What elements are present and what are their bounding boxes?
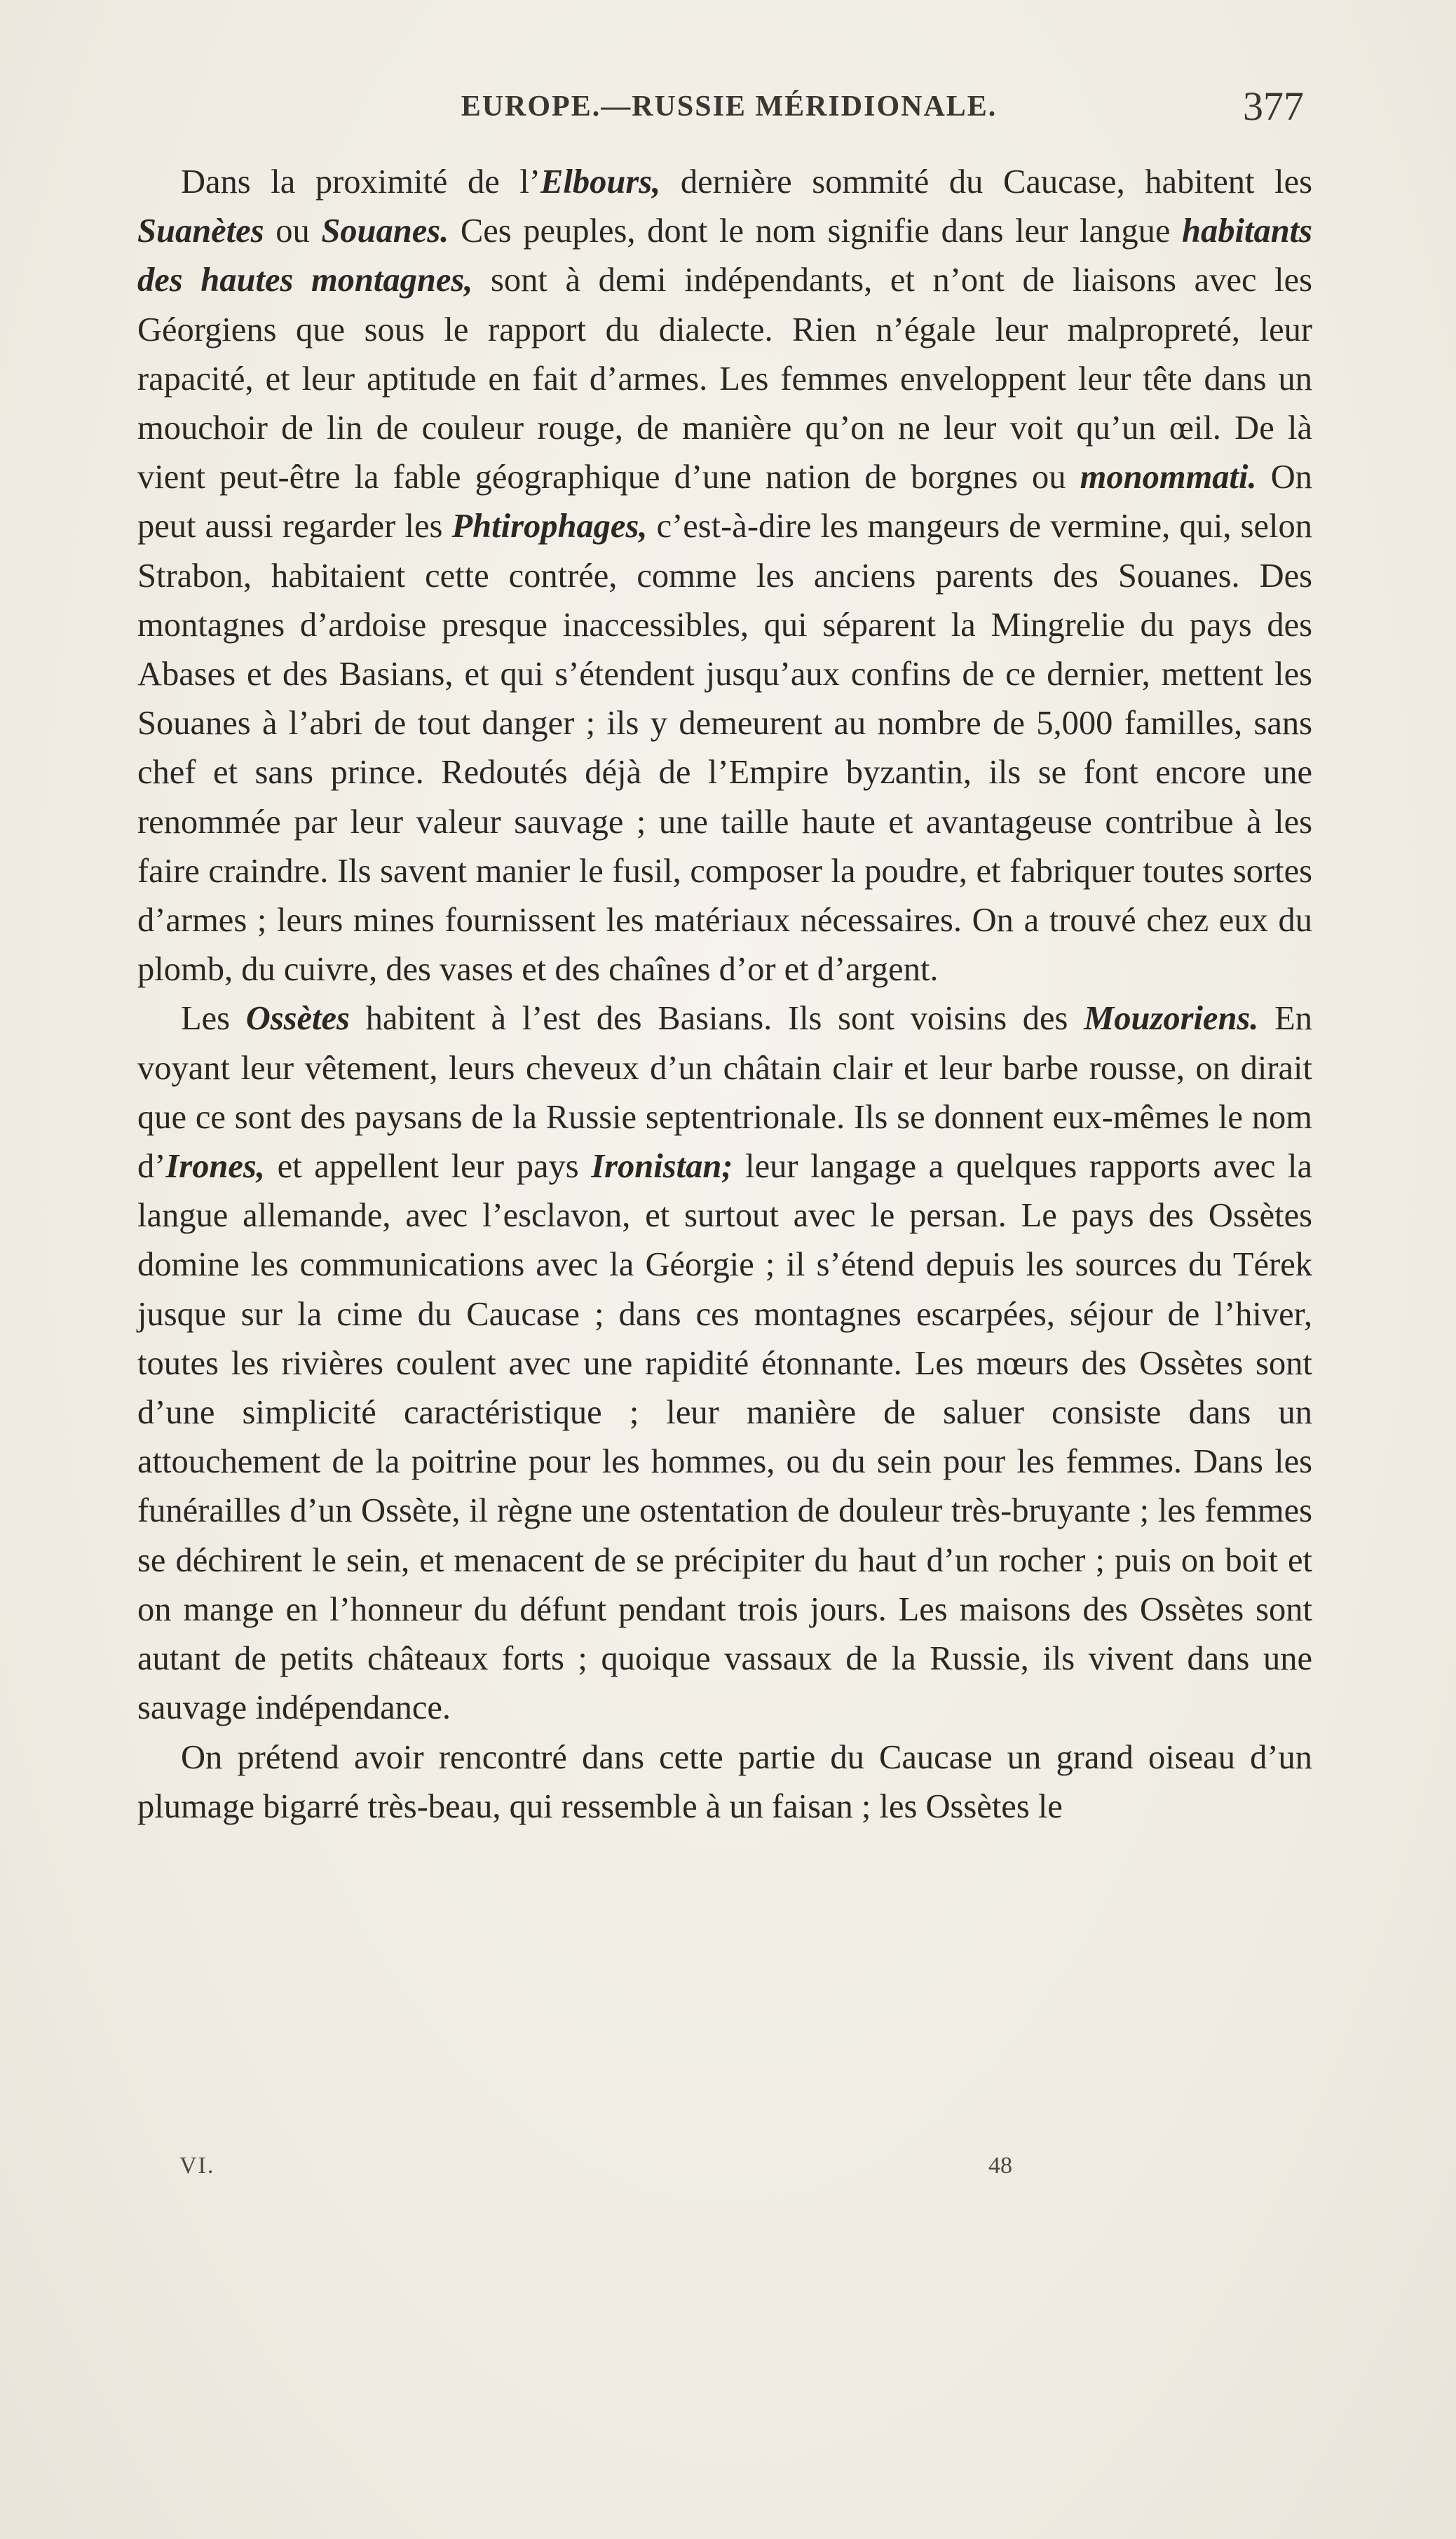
text-run: et appellent leur pays bbox=[264, 1148, 592, 1186]
body-text bbox=[137, 158, 1312, 1832]
page-header bbox=[140, 83, 1318, 139]
sheet-number: 48 bbox=[988, 2153, 1012, 2179]
signature-mark: VI. bbox=[179, 2153, 215, 2179]
italic-term: monommati. bbox=[1080, 459, 1257, 496]
text-run: On peut aussi regarder les bbox=[137, 459, 1312, 546]
italic-term: Mouzoriens. bbox=[1084, 1000, 1259, 1038]
text-run: ou bbox=[264, 212, 322, 250]
italic-term: habitants des hautes montagnes, bbox=[137, 212, 1313, 299]
text-run: dernière sommité du Caucase, habitent les bbox=[660, 163, 1312, 201]
text-run: Les bbox=[181, 1000, 246, 1038]
page-footer bbox=[140, 2153, 1318, 2195]
italic-term: Irones, bbox=[165, 1148, 265, 1186]
italic-term: Ironistan; bbox=[591, 1148, 733, 1186]
text-run: sont à demi indépendants, et n’ont de liaisons avec les Géorgiens que sous le rapport du dialecte. Rien n’égale leur malpropreté, leur rapacité, et leur aptitude en fait d’armes. Les femmes enveloppent leur tête dans un mouchoir de lin de couleur rouge, de manière qu’on ne leur voit qu’un œil. De là vient peut-être la fable géographique d’une nation de borgnes ou bbox=[137, 262, 1312, 496]
page-number: 377 bbox=[1243, 83, 1304, 129]
running-title: EUROPE.—RUSSIE MÉRIDIONALE. bbox=[461, 90, 998, 123]
italic-term: Souanes. bbox=[321, 212, 449, 250]
paragraph-ossetes bbox=[137, 994, 1312, 1733]
italic-term: Phtirophages, bbox=[451, 508, 648, 546]
italic-term: Elbours, bbox=[540, 163, 661, 201]
paragraph-souanes bbox=[137, 158, 1312, 994]
paragraph-oiseau bbox=[137, 1733, 1312, 1832]
text-run: leur langage a quelques rapports avec la langue allemande, avec l’esclavon, et surtout avec le persan. Le pays des Ossètes domine les communications avec la Géorgie ; il s’étend depuis les sources du Térek jusque sur la cime du Caucase ; dans ces montagnes escarpées, séjour de l’hiver, toutes les rivières coulent avec une rapidité étonnante. Les mœurs des Ossètes sont d’une simplicité caractéristique ; leur manière de saluer consiste dans un attouchement de la poitrine pour les hommes, ou du sein pour les femmes. Dans les funérailles d’un Ossète, il règne une ostentation de douleur très-bruyante ; les femmes se déchirent le sein, et menacent de se précipiter du haut d’un rocher ; puis on boit et on mange en l’honneur du défunt pendant trois jours. Les maisons des Ossètes sont autant de petits châteaux forts ; quoique vassaux de la Russie, ils vivent dans une sauvage indépendance. bbox=[137, 1148, 1312, 1727]
text-run: Ces peuples, dont le nom signifie dans leur langue bbox=[449, 212, 1183, 250]
text-run: On prétend avoir rencontré dans cette partie du Caucase un grand oiseau d’un plumage bigarré très-beau, qui ressemble à un faisan ; les Ossètes le bbox=[137, 1738, 1312, 1825]
italic-term: Suanètes bbox=[137, 212, 264, 250]
text-run: habitent à l’est des Basians. Ils sont voisins des bbox=[349, 1000, 1084, 1038]
text-run: c’est-à-dire les mangeurs de vermine, qui, selon Strabon, habitaient cette contrée, comme les anciens parents des Souanes. Des montagnes d’ardoise presque inaccessibles, qui séparent la Mingrelie du pays des Abases et des Basians, et qui s’étendent jusqu’aux confins de ce dernier, mettent les Souanes à l’abri de tout danger ; ils y demeurent au nombre de 5,000 familles, sans chef et sans prince. Redoutés déjà de l’Empire byzantin, ils se font encore une renommée par leur valeur sauvage ; une taille haute et avantageuse contribue à les faire craindre. Ils savent manier le fusil, composer la poudre, et fabriquer toutes sortes d’armes ; leurs mines fournissent les matériaux nécessaires. On a trouvé chez eux du plomb, du cuivre, des vases et des chaînes d’or et d’argent. bbox=[137, 508, 1312, 989]
text-run: Dans la proximité de l’ bbox=[181, 163, 541, 201]
text-run: En voyant leur vêtement, leurs cheveux d’un châtain clair et leur barbe rousse, on dirait que ce sont des paysans de la Russie septentrionale. Ils se donnent eux-mêmes le nom d’ bbox=[137, 1000, 1312, 1186]
italic-term: Ossètes bbox=[245, 1000, 350, 1038]
